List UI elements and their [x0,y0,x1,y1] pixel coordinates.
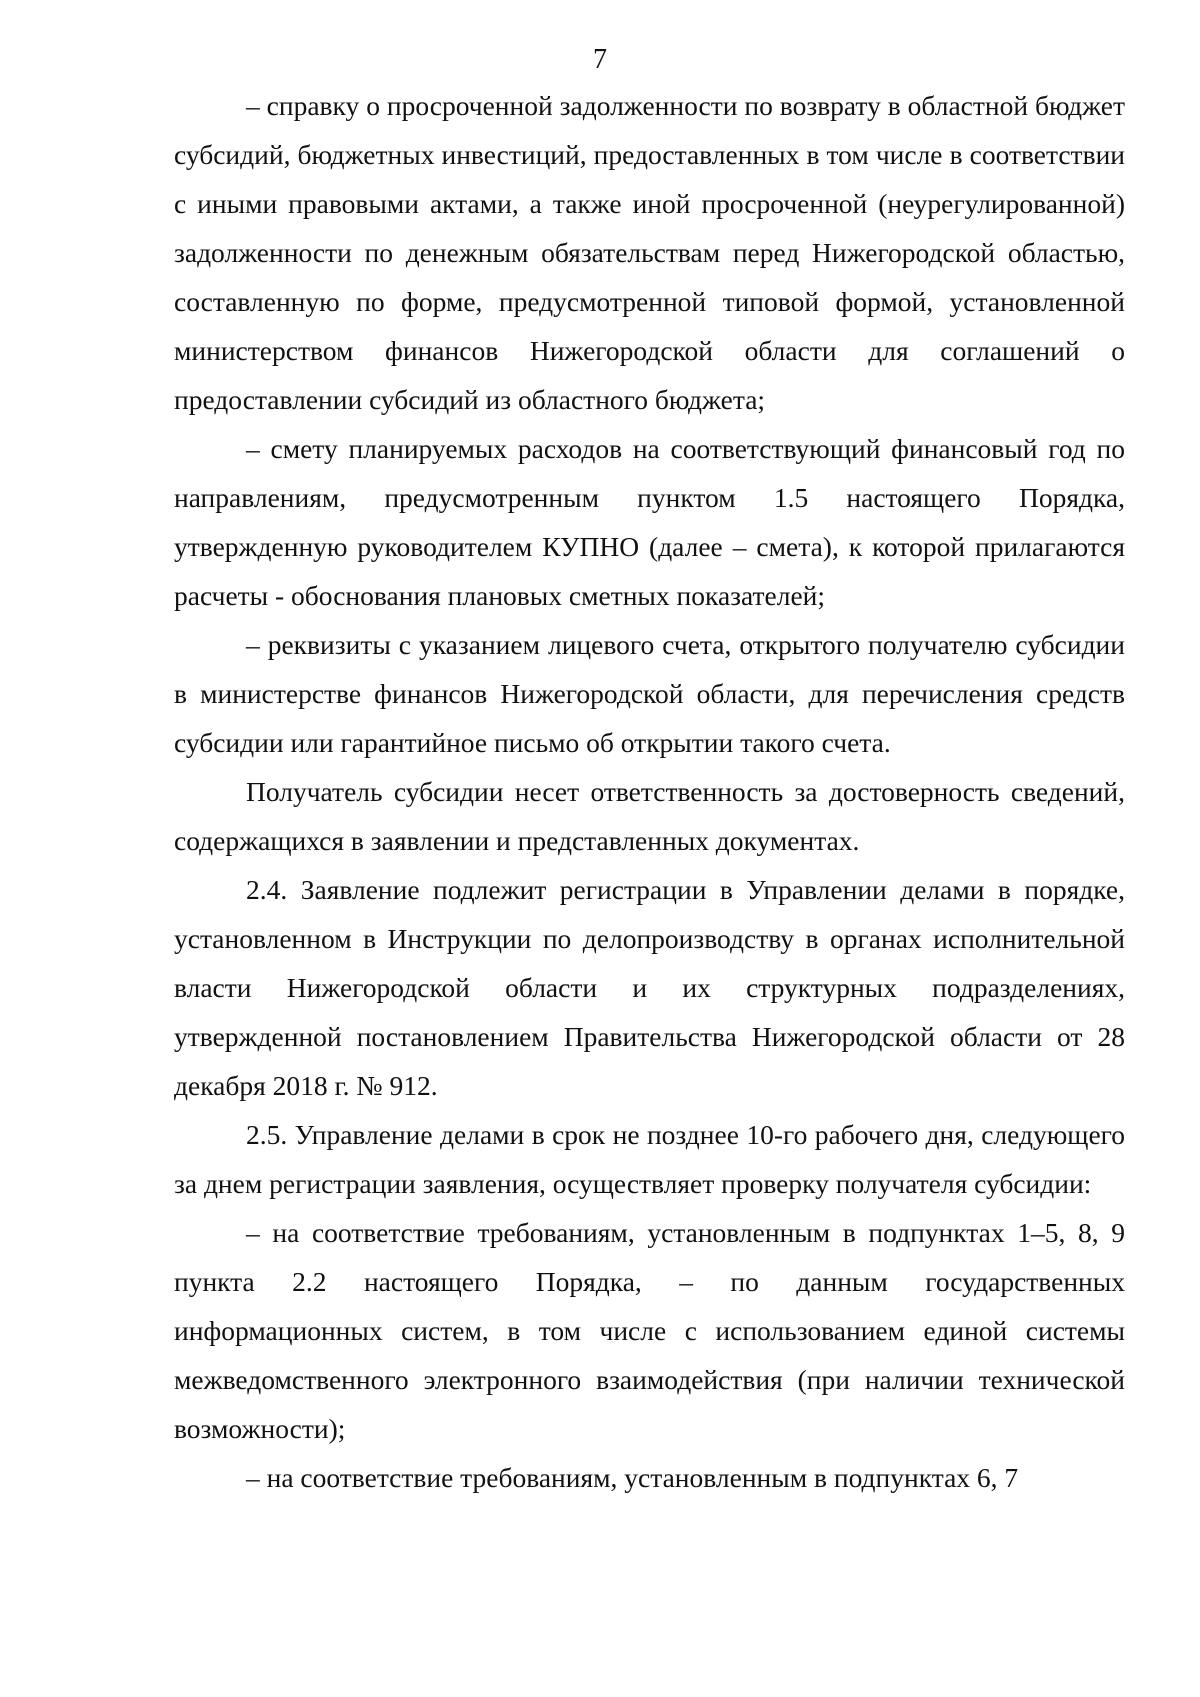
paragraph-2-5-verification: 2.5. Управление делами в срок не позднее 10-го рабочего дня, следующего за днем регистрации заявления, осуществляет проверку получателя субсидии: [174,1119,1125,1199]
paragraph-bank-details: – реквизиты с указанием лицевого счета, открытого получателю субсидии в министерстве финансов Нижегородской области, для перечисления средств субсидии или гарантийное письмо об открытии такого счета. [174,629,1125,758]
paragraph-debt-certificate: – справку о просроченной задолженности по возврату в областной бюджет субсидий, бюджетных инвестиций, предоставленных в том числе в соответствии с иными правовыми актами, а также иной просроченной (неурегулированной) задолженности по денежным обязательствам перед Нижегородской областью, составленную по форме, предусмотренной типовой формой, установленной министерством финансов Нижегородской области для соглашений о предоставлении субсидий из областного бюджета; [174,90,1125,415]
document-body [174,81,1125,1502]
paragraph-expense-estimate: – смету планируемых расходов на соответствующий финансовый год по направлениям, предусмотренным пунктом 1.5 настоящего Порядка, утвержденную руководителем КУПНО (далее – смета), к которой прилагаются расчеты - обоснования плановых сметных показателей; [174,433,1125,611]
paragraph-requirements-6-7: – на соответствие требованиям, установленным в подпунктах 6, 7 [246,1462,1019,1493]
paragraph-recipient-responsibility: Получатель субсидии несет ответственность за достоверность сведений, содержащихся в заявлении и представленных документах. [174,776,1125,856]
paragraph-2-4-registration: 2.4. Заявление подлежит регистрации в Управлении делами в порядке, установленном в Инструкции по делопроизводству в органах исполнительной власти Нижегородской области и их структурных подразделениях, утвержденной постановлением Правительства Нижегородской области от 28 декабря 2018 г. № 912. [174,874,1125,1101]
paragraph-requirements-1-5-8-9: – на соответствие требованиям, установленным в подпунктах 1–5, 8, 9 пункта 2.2 настоящего Порядка, – по данным государственных информационных систем, в том числе с использованием единой системы межведомственного электронного взаимодействия (при наличии технической возможности); [174,1217,1125,1444]
page-number: 7 [593,44,607,75]
